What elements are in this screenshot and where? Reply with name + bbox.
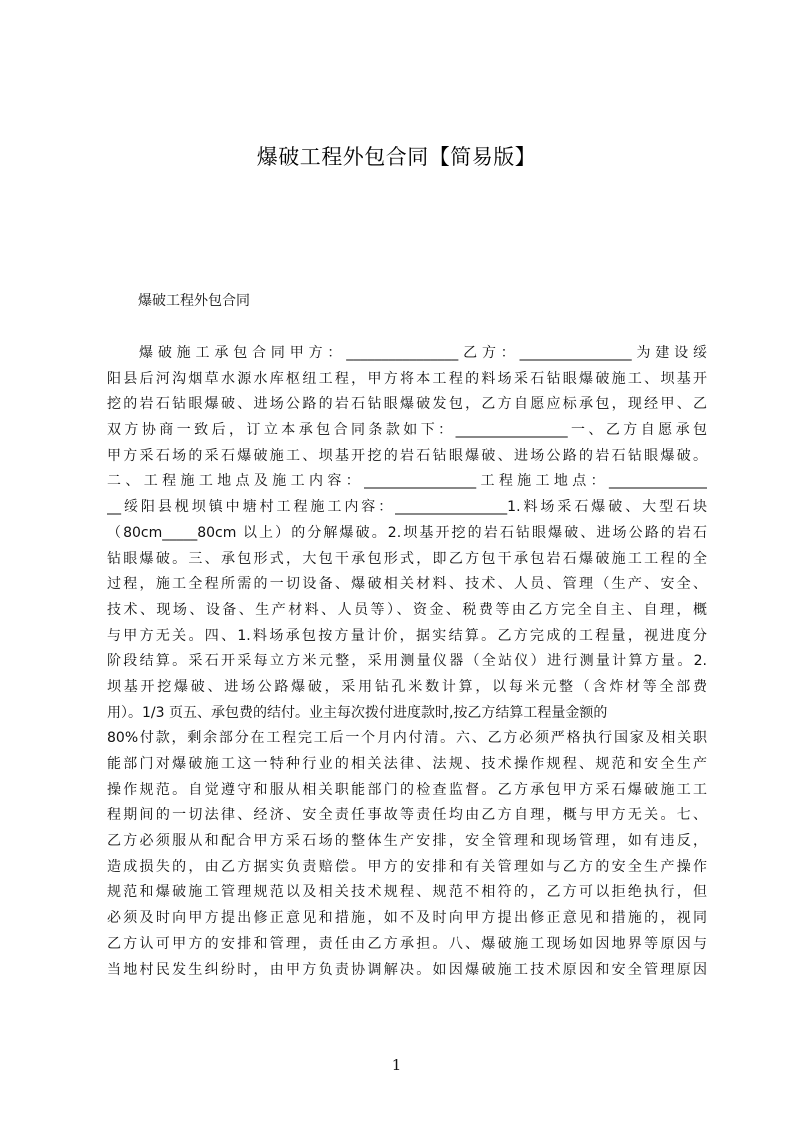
text-line: 钻眼爆破。三、承包形式，大包干承包形式，即乙方包干承包岩石爆破施工工程的全 <box>107 550 707 567</box>
text-line: 双方协商一致后，订立本承包合同条款如下：________________一、乙方自愿承包 <box>107 422 707 439</box>
text-line: 操作规范。自觉遵守和服从相关职能部门的检查监督。乙方承包甲方采石爆破施工工 <box>107 781 707 798</box>
text-line: 甲方采石场的采石爆破施工、坝基开挖的岩石钻眼爆破、进场公路的岩石钻眼爆破。 <box>107 447 707 464</box>
text-line: 二、工程施工地点及施工内容：________________工程施工地点：______________ <box>107 473 707 490</box>
text-line: 坝基开挖爆破、进场公路爆破，采用钻孔米数计算，以每米元整（含炸材等全部费 <box>107 678 707 695</box>
text-line: 必须及时向甲方提出修正意见和措施，如不及时向甲方提出修正意见和措施的，视同 <box>107 910 707 927</box>
text-line: 挖的岩石钻眼爆破、进场公路的岩石钻眼爆破发包，乙方自愿应标承包，现经甲、乙 <box>107 396 707 413</box>
text-line: 用）。1/3 页五、承包费的结付。业主每次拨付进度款时,按乙方结算工程量金额的 <box>107 704 608 721</box>
text-line: 当地村民发生纠纷时，由甲方负责协调解决。如因爆破施工技术原因和安全管理原因 <box>107 961 707 978</box>
text-line: 乙方必须服从和配合甲方采石场的整体生产安排，安全管理和现场管理，如有违反， <box>107 833 707 850</box>
text-line: 80%付款，剩余部分在工程完工后一个月内付清。六、乙方必须严格执行国家及相关职 <box>107 730 707 747</box>
page-number: 1 <box>391 1056 402 1074</box>
text-line: 能部门对爆破施工这一特种行业的相关法律、法规、技术操作规程、规范和安全生产 <box>107 756 707 772</box>
text-line: 过程，施工全程所需的一切设备、爆破相关材料、技术、人员、管理（生产、安全、 <box>107 576 707 593</box>
text-line: 乙方认可甲方的安排和管理，责任由乙方承担。八、爆破施工现场如因地界等原因与 <box>107 935 707 952</box>
page-title: 爆破工程外包合同【简易版】 <box>256 145 537 169</box>
text-line: 爆破施工承包合同甲方：________________乙方：________________为建设绥 <box>139 345 707 361</box>
text-line: 程期间的一切法律、经济、安全责任事故等责任均由乙方自理，概与甲方无关。七、 <box>107 807 707 824</box>
contract-body <box>107 341 707 983</box>
text-line: 与甲方无关。四、1.料场承包按方量计价，据实结算。乙方完成的工程量，视进度分 <box>107 627 707 644</box>
text-line: __绥阳县枧坝镇中塘村工程施工内容：________________1.料场采石爆破、大型石块 <box>107 499 707 516</box>
section-heading: 爆破工程外包合同 <box>138 293 250 309</box>
text-line: （80cm_____80cm 以上）的分解爆破。2.坝基开挖的岩石钻眼爆破、进场公路的岩石 <box>107 524 707 541</box>
text-line: 技术、现场、设备、生产材料、人员等）、资金、税费等由乙方完全自主、自理，概 <box>107 601 707 618</box>
text-line: 阶段结算。采石开采每立方米元整，采用测量仪器（全站仪）进行测量计算方量。2. <box>107 653 707 670</box>
text-line: 造成损失的，由乙方据实负责赔偿。甲方的安排和有关管理如与乙方的安全生产操作 <box>107 858 707 875</box>
text-line: 阳县后河沟烟草水源水库枢纽工程，甲方将本工程的料场采石钻眼爆破施工、坝基开 <box>107 370 707 387</box>
text-line: 规范和爆破施工管理规范以及相关技术规程、规范不相符的，乙方可以拒绝执行，但 <box>107 884 707 901</box>
